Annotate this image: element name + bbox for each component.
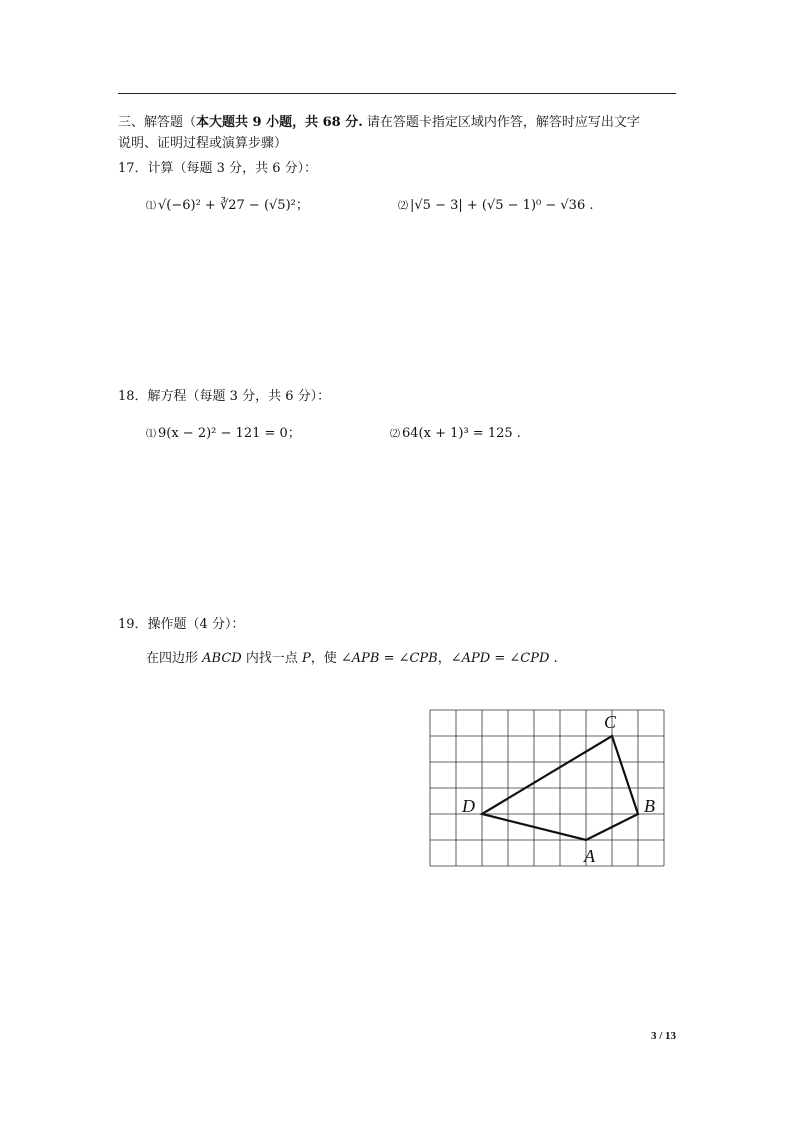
q17-p1-label: ⑴ [146,201,156,212]
q17-p1-expr: √(−6)² + ∛27 − (√5)²； [158,198,309,213]
q19-text-b: 内找一点 [241,651,302,666]
vertex-label-c: C [604,712,617,732]
q19-sep: ， [437,651,451,666]
q18-p2-label: ⑵ [390,429,400,440]
q19-text-a: 在四边形 [146,651,203,666]
q17-part1 [146,196,309,217]
q18-p1-expr: 9(x − 2)² − 121 = 0； [158,426,301,441]
q19-point: P [301,651,311,666]
q18-p1-label: ⑴ [146,429,156,440]
section-line2: 说明、证明过程或演算步骤） [118,136,288,151]
section-bold: 本大题共 9 小题，共 68 分. [196,115,363,130]
vertex-labels [461,712,655,866]
q19-quad: ABCD [202,651,242,666]
section-heading [118,112,678,154]
q18-part1 [146,424,301,445]
q18-title: 18．解方程（每题 3 分，共 6 分）： [118,389,331,404]
q19-statement [146,649,558,669]
section-prefix: 三、解答题（ [118,115,197,130]
q18-p2-expr: 64(x + 1)³ = 125 . [402,426,521,441]
q19-cond1: ∠APB = ∠CPB [340,651,438,666]
q17-title: 17．计算（每题 3 分，共 6 分）： [118,161,318,176]
quadrilateral-figure [420,682,680,874]
q19-title: 19．操作题（4 分）： [118,617,245,632]
page-number: 3 / 13 [650,1030,676,1042]
vertex-label-b: B [644,796,655,816]
header-rule [118,93,676,94]
q17-part2 [398,196,594,217]
section-instruction: 请在答题卡指定区域内作答，解答时应写出文字 [362,115,640,130]
vertex-label-a: A [584,846,595,866]
q19-text-c: ，使 [310,651,341,666]
q19-cond2: ∠APD = ∠CPD [450,651,550,666]
q17-p2-expr: |√5 − 3| + (√5 − 1)⁰ − √36 . [410,198,594,213]
q19-end: . [549,651,558,666]
q18-part2 [390,424,521,445]
q17-p2-label: ⑵ [398,201,408,212]
vertex-label-d: D [462,796,475,816]
